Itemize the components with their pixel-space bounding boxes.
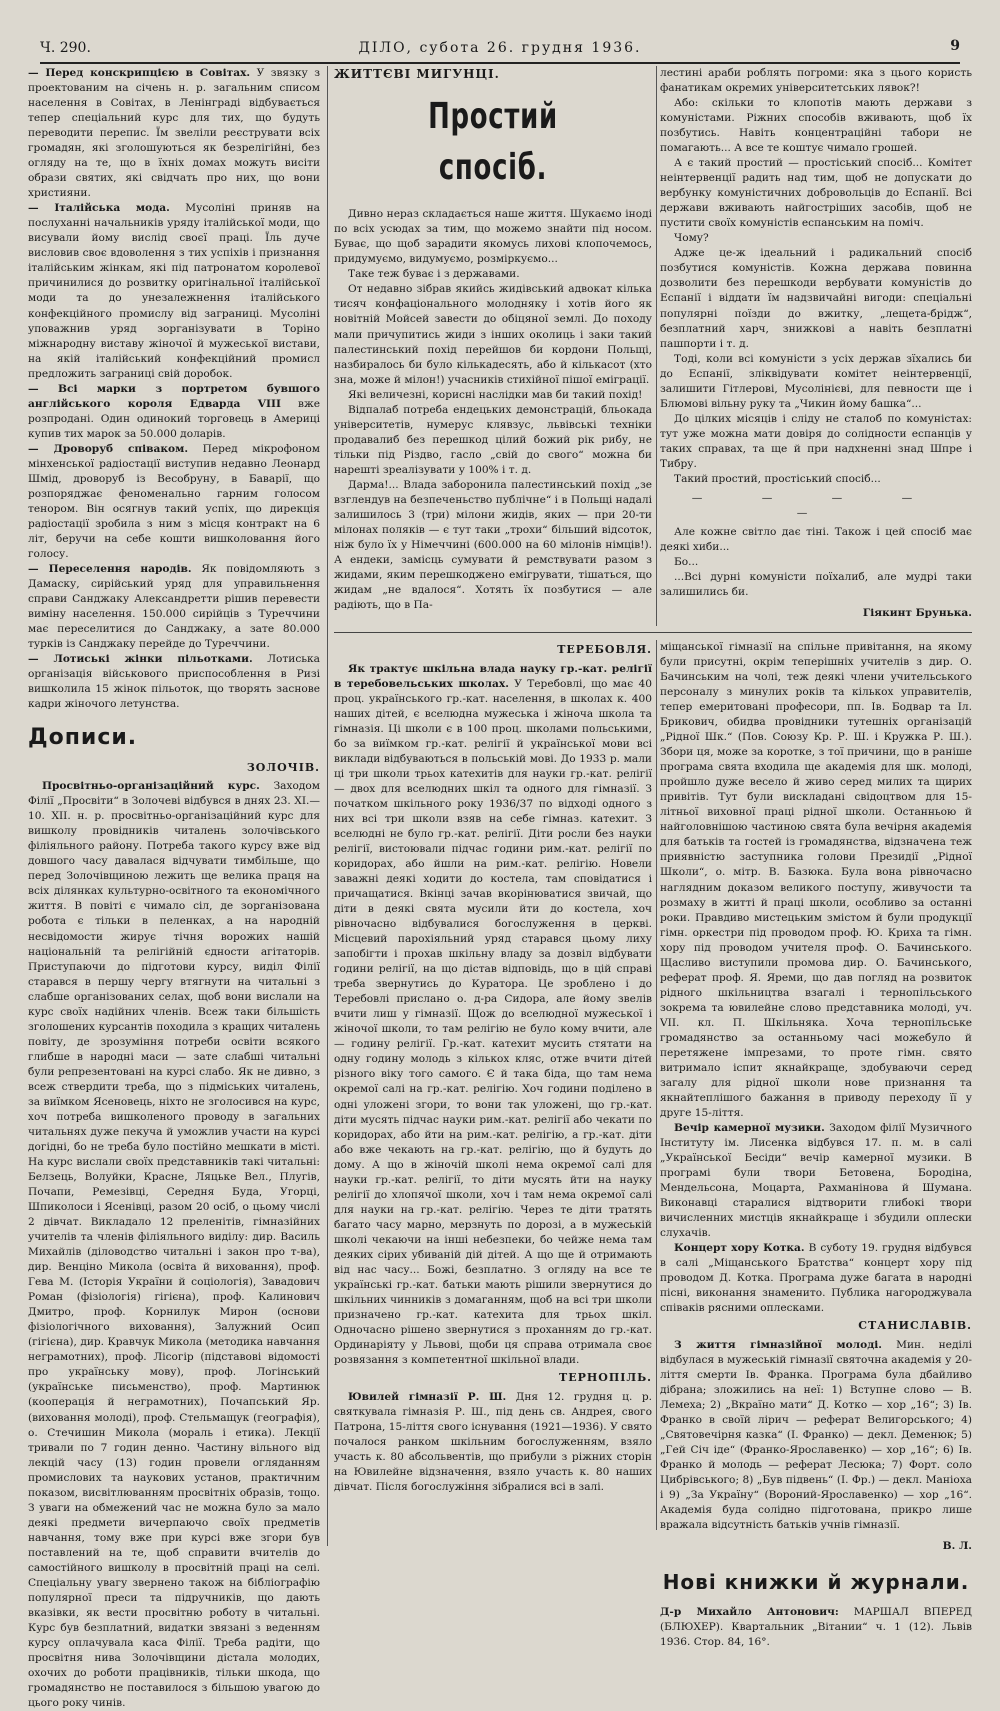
paragraph: міщанської гімназії на спільне привітання, на якому були присутні, окрім теперішніх учителів з дир. О. Бачинським на чолі, теж деякі члени учительського персоналу з минулих років та кількох управителів, тепер емеритовані професори, пп. Ів. Бодвар та Іл. Брикович, обидва провідники тутешніх організацій „Рідної Шк.“ (Пов. Союзу Кр. Р. Ш. і Кружка Р. Ш.). Збори ця, може за коротке, з тої причини, що в раніше програма свята входила ще академія для шк. молоді, пройшло дуже весело й живо серед милих та щирих привітів. Тут були вискладані свідоцтвом для 15-літньої виховної праці рідної школи. Останньою й найголовнішою частиною свята була вечірня академія для батьків та гостей із громадянства, відзначена теж приявністю заступника голови Президії „Рідної Школи“, о. мітр. В. Базюка. Була вона рівночасно наглядним доказом великого поступу, живучости та розмаху в житті й праці школи, особливо за останні роки. Правдиво мистецьким змістом й були продукції гімн. оркестри під проводом проф. Ю. Криха та гімн. хору під проводом учителя проф. О. Бачинського. Щасливо виступили промова дир. О. Бачинського, реферат проф. Я. Яреми, що дав погляд на розвиток рідного шкільництва взагалі і тернопільського зокрема та ювилейне слово представника молоді, уч. VII. кл. П. Шкільняка. Хоча тернопільське громадянство за останньому часі можебуло й перетяжене імпрезами, то проте гімн. свято витримало іспит якнайкраще, здобуваючи серед загалу для рідної школи нове признання та якнайтеплішого бажання в приводу переходу її у друге 15-ліття. [660,641,972,1119]
report-item: З життя гімназійної молоді. Мин. неділі відбулася в мужеській гімназії святочна академія у 20-ліття смерти Ів. Франка. Програма була дбайливо дібрана; зложились на неї: 1) Вступне слово — В. Лемеха; 2) „Вкраїно мати“ Д. Котко — хор „16“; 3) Ів. Франко в своїй лірич — реферат Велигорського; 4) „Святовечірня казка“ (І. Франко) — декл. Деменюк; 5) „Гей Січ іде“ (Франко-Ярославенко) — хор „16“; 6) Ів. Франко й молодь — реферат Лесюка; 7) Форт. соло Цибрівського; 8) „Був підвень“ (І. Фр.) — декл. Маніоха і 9) „За Україну“ (Вороний-Ярославенко) — хор „16“. Академія буда солідно підготована, прикро лише вражала відсутність батьків учнів гімназії. [660,1339,972,1532]
paragraph: Або: скільки то клопотів мають держави з комуністами. Ріжних способів вживають, щоб їх позбутись. Навіть концентраційні табори не помагають... А все те коштує чимало грошей. [660,97,972,155]
report-item: Просвітньо-організаційний курс. Заходом Філії „Просвіти“ в Золочеві відбувся в днях 23. XI.—10. XII. н. р. просвітньо-організаційний курс для вишколу провідників читалень золочівського філіяльного району. Потреба такого курсу вже від довшого часу давалася відчувати тимбільше, що перед Золочівщиною лежить ще велика праця на всіх ділянках культурно-освітного та економічного життя. В повіті є чимало сіл, де зорганізована робота є тільки в пеленках, а на народній несвідомости жирує тічня ворожих нашій національній та релігійній єдности агітаторів. Приступаючи до підготови курсу, виділ Філії старався в першу чергу втягнути на читальні з слабше організованих селах, щоб вони вислали на курс своїх надійних членів. Всеж таки більшість зголошених курсантів походила з кращих читалень повіту, де зрозуміння потреби освіти всякого глибше в народні маси — зате слабші читальні були репрезентовані на курсі слабо. Як не дивно, з всеж ствердити треба, що з підміських читалень, за виїмком Ясеновець, ніхто не зголосився на курс, хоч потреба вишколеного проводу в загальних читальнях дуже пекуча й уможлив участи на курсі догідні, бо не треба було постійно мешкати в місті. На курс вислали своїх представників такі читальні: Белзець, Волуйки, Красне, Ляцьке Вел., Плугів, Почапи, Ремезівці, Середня Буда, Угорці, Шпиколоси і Ясенівці, разом 20 осіб, о цьому числі 2 дівчат. Викладало 12 преленітів, гімназійних учителів та членів філіяльного виділу: дир. Василь Михайлів (діловодство читальні і закон про т-ва), дир. Венціно Микола (освіта й виховання), проф. Гева М. (Історія України й соціологія), Завадович Роман (фізіологія) гігієна), проф. Калинович Дмитро, проф. Корнилук Мирон (основи фізіологічного виховання), Залужний Осип (гігієна), дир. Кравчук Микола (методика навчання неграмотних), проф. Лісогір (підставові відомості про українську мову), проф. Логінський (українське письменство), проф. Мартинюк (кооперація й неграмотних), Почапський Яр. (виховання молоді), проф. Стельмащук (географія), о. Стечишин Микола (мораль і етика). Лекції тривали по 7 годин денно. Частину вільного від лекцій часу (13) годин провели огляданням промислових та наукових установ, практичним показом, висвітлюванням просвітніх образів, тощо. З уваги на обмежений час не можна було за мало деякі предмети вичерпаючо своїх предметів навчання, тому вже при курсі вже згори був поставлений на те, щоб справити вчителів до самостійного вишколу в просвітній праці на селі. Спеціальну увагу звернено також на бібліографію популярної преси та підручників, що дають вказівки, як вести просвітню роботу в читальні. Курс був безплатний, видатки звязані з веденням курсу оплачувала каса Філії. Треба радіти, що просвітня нива Золочівщини дістала молодих, охочих до роботи працівників, тільки шкода, що громадянство не поставилося з більшою увагою до цього року чинів. [28,780,320,1710]
city-heading: ЗОЛОЧІВ. [246,760,320,774]
page-label: Ч. 290. [40,40,91,56]
paragraph: Адже це-ж ідеальний і радикальний спосіб позбутися комуністів. Кожна держава повинна дозволити без перешкоди вербувати комуністів до Еспанії і віддати їм надзвичайні вигоди: спеціальні популярні поїзди до вжитку, „лещета-брідж“, безплатний харч, знижкові а навіть безплатні пашпорти і т. д. [660,247,972,350]
section-title-dopysy: Дописи. [28,725,138,751]
column-rule [327,66,328,1546]
news-item: — Дроворуб співаком. Перед мікрофоном мінхенської радіостації виступив недавно Леонард Шмід, дроворуб із Весобруну, в Баварії, що розпоряджає феноменально гарним голосом тенором. Він осягнув такий успіх, що дирекція радіостації зробила з ним з місця контракт на 6 літ, беручи на себе кошти вишколовання його голосу. [28,442,320,560]
column-feuilleton [334,66,652,626]
paragraph: ...Всі дурні комуністи поїхалиб, але мудрі таки залишились би. [660,571,972,599]
report-item: Концерт хору Котка. В суботу 19. грудня відбувся в салі „Міщанського Братства“ концерт хору під проводом Д. Котка. Програма дуже багата в народні пісні, виконання знаменито. Публика нагороджувала співаків рясними оплесками. [660,1242,972,1315]
author-signature: Гіякинт Брунька. [862,607,972,620]
news-item: — Переселення народів. Як повідомляють з Дамаску, сирійський уряд для управильнення справи Санджаку Александретти рішив перевести виміну населення. 150.000 сирійців з Туреччини має переселитися до Санджаку, а зате 80.000 турків із Санджаку перейде до Туреччини. [28,563,320,651]
column-reports-2 [334,640,652,1530]
report-item: Як трактує шкільна влада науку гр.-кат. релігії в теребовельських школах. У Теребовлі, що має 40 проц. українського гр.-кат. населення, в школах к. 400 наших дітей, є вселюдна мужеська і жіноча школа та гімназія. Ці школи є в 100 проц. школами польськими, бо за виїмком гр.-кат. релігії й української мови всі виклади відбуваються в польській мові. До 1933 р. мали ці три школи трьох катехитів для науки гр.-кат. релігії — двох для вселюдних шкіл та одного для гімназії. З початком шкільного року 1936/37 по відході одного з них всі три школи взяв на себе гімназ. катехит. З вселюдні не було гр.-кат. релігії. Діти росли без науки релігії, вистоювали підчас години рим.-кат. релігії по коридорах, або йшли на рим.-кат. релігію. Новели заважні деякі ходити до костела, там сповідатися і причащатися. Вкінці зачав вкорінюватися звичай, що діти в деякі свята мусили йти до костела, хоч рівночасно відбувалися богослуження в церкві. Місцевий парохіяльний уряд старався цьому лиху запобігти і прохав шкільну владу за дозвіл відбувати години релігії, на що дістав відповідь, що в цій справі треба звернутись до Куратора. Це зроблено і до Теребовлі прислано о. д-ра Сидора, але йому звелів вчити лиш у гімназії. Щож до вселюдної мужеської і жіночої школи, то там релігію не було кому вчити, але — годину релігії. Гр.-кат. катехит мусить стятати на одну годину молодь з кількох кляс, отже вчити дітей різного віку того самого. Є й така біда, що там нема окремої салі на гр.-кат. релігію. Хоч години поділено в одні уложені згори, то вони так уложені, що гр.-кат. діти мусять підчас науки рим.-кат. релігії або чекати по коридорах, або йти на рим.-кат. релігію, а гр.-кат. діти або вже чекають на гр.-кат. релігію, що й будуть до дому. А що в жіночій школі нема окремої салі для науки гр.-кат. релігії, то діти мусять йти на науку релігії до хлопячої школи, хоч і там нема окремої салі для науки на гр.-кат. релігію. Через те діти тратять багато часу марно, мерзнуть по дорозі, а в мужеській школі чекаючи на інші небезпеки, бо чейже нема там деяких сірих убиваній дій дітей. А що ще й отримають від нас часу... Божі, безплатно. З огляду на все те українські гр.-кат. батьки мають рішили звернутися до шкільних чинників з домаганням, щоб на всі три школи призначено гр.-кат. катехита для трьох шкіл. Одночасно рішено звернутися з проханням до гр.-кат. Ординаріяту у Львові, щоби ця справа отримала своє розвязання з компетентної шкільної влади. [334,662,652,1367]
column-rule [656,66,657,626]
news-item: — Перед конскрипцією в Совітах. У звязку з проектованим на січень н. р. загальним списом населення в Совітах, в Ленінграді відбувається тепер спеціальний курс для тих, що будуть переводити перепис. Їм звеліли реєструвати всіх громадян, які зголошуються як безрелігійні, без огляду на те, що в їхніх домах можуть висіти образи святих, які свідчать про них, що вони християни. [28,67,320,200]
column-news [28,66,320,1710]
paragraph: Дивно нераз складається наше життя. Шукаємо іноді по всіх усюдах за тим, що можемо знайти під носом. Буває, що щоб зарадити якомусь лихові клопочемось, придумуємо, видумуємо, розміркуємо... [334,208,652,266]
paragraph: А є такий простий — простіський спосіб... Комітет неінтервенції радить над тим, щоб не допускати до вербунку комуністичних добровольців до Еспанії. Всі держави вживають найгостріших засобів, щоб не пустити своїх комуністів еспанським на поміч. [660,157,972,230]
paragraph: Чому? [674,232,709,245]
paragraph: Бо... [674,556,699,568]
city-heading: СТАНИСЛАВІВ. [858,1319,972,1333]
news-item: — Всі марки з портретом бувшого англійського короля Едварда VIII вже розпродані. Один одинокий торговець в Америці купив тих марок за 50.000 доларів. [28,382,320,440]
masthead-date: ДІЛО, субота 26. грудня 1936. [358,40,642,56]
report-item: Ювилей гімназії Р. Ш. Дня 12. грудня ц. р. святкувала гімназія Р. Ш., під день св. Андрея, свого Патрона, 15-ліття свого існування (1921—1936). У свято почалося ранком шкільним богослуженням, взяло участь к. 80 абсольвентів, що прибули з ріжних сторін на Ювилейне відзначення, взяло участь к. 80 наших дівчат. Після богослужіння зібралися всі в залі. [334,1390,652,1493]
paragraph: Дарма!... Влада заборонила палестинський похід „зе взглендув на безпеченьство публічне“ і в Польщі надалі залишилось 3 (три) мілони жидів, яких — при 20-ти мілонах поляків — є тут таки „трохи“ більший відсоток, ніж було їх у Німеччині (600.000 на 60 мілонів німців!). А ендеки, замісць сумувати й ремствувати разом з жидами, яким перешкоджено емігрувати, тішаться, що жидам „не вдалося“. Хотять їх позбутися — але радіють, що в Па- [334,478,652,612]
paragraph: Але кожне світло дає тіні. Також і цей спосіб має деякі хиби... [660,525,972,553]
column-reports-3 [660,640,972,1648]
section-rule [334,632,972,633]
paragraph: Які величезні, корисні наслідки мав би такий похід! [348,388,643,401]
city-heading: ТЕРНОПІЛЬ. [559,1371,652,1385]
section-title-books: Нові книжки й журнали. [662,1570,970,1595]
paragraph: От недавно зібрав якийсь жидівський адвокат кілька тисяч конфаціонального молодняку і хотів його як новітній Мойсей завести до обіцяної землі. До походу мали причупитись жиди з інших околиць і заки такий палестинський похід перейшов би кордони Польщі, назбиралось би було кількадесять, або й кількасот (хто зна, може й мілон!) учасників стихійної пішої еміграції. [334,283,652,386]
page-number: 9 [950,38,960,54]
report-item: Вечір камерної музики. Заходом філії Музичного Інституту ім. Лисенка відбувся 17. п. м. в салі „Української Бесіди“ вечір камерної музики. В програмі були твори Бетовена, Бородіна, Мендельсона, Моцарта, Рахманінова й Шумана. Виконавці старалися відтворити глибокі твори вичисленних мистців якнайкраще і збудили оплески слухачів. [660,1122,972,1240]
rubric-label: ЖИТТЄВІ МИГУНЦІ. [334,67,500,81]
separator-dashes: — — — — — [691,491,941,519]
paragraph: Таке теж буває і з державами. [348,268,520,281]
city-heading: ТЕРЕБОВЛЯ. [557,643,652,656]
paragraph: лестині араби роблять погроми: яка з цього користь фанатикам окремих університетських лявок?! [660,67,972,95]
news-item: — Лотиські жінки пільотками. Лотиська організація військового приспособлення в Ризі вишколила 15 жінок пільоток, що творять заснове кадри жіночого летунства. [28,653,320,711]
article-title: Простий спосіб. [428,96,558,189]
column-feuilleton-cont [660,66,972,626]
column-rule [656,640,657,1530]
paragraph: До цілких місяців і сліду не сталоб по комуністах: тут уже можна мати довіря до солідности еспанців у таких справах, та ще й при надхненні знад Шпре і Тибру. [660,412,972,470]
paragraph: Тоді, коли всі комуністи з усіх держав зїхались би до Еспанії, зліквідувати комітет неінтервенції, залишити Гітлерові, Мусолінієві, для певности ще і Блюмові вільну руку та „Чикин йому башка“... [660,352,972,410]
page-header [40,38,960,64]
author-signature: В. Л. [942,1540,972,1553]
paragraph: Відпалаб потреба ендецьких демонстрацій, бльокада університетів, нумерус клявзус, львівські техніки продавалиб без перешкод цілий божий рік рибу, не тільки під Різдво, гасло „свій до свого“ можна би нарешті зреалізувати у 100% і т. д. [334,403,652,476]
news-item: — Італійська мода. Мусоліні приняв на послуханні начальників уряду італійської моди, що висували йому вислід своєї праці. Їль дуче висловив своє вдоволення з тих успіхів і признання італійським жінкам, які під патронатом королевої причинилися до розвитку оригінальної італійської моди та до унезалежнення італійського конфекційного промислу від заграниці. Мусоліні уповажнив уряд зорганізувати в Торіно міжнародну виставу жіночої й мужеської вистави, на якій італійський конфекційний промисл предложить заграниці свій доробок. [28,202,320,380]
paragraph: Такий простий, простіський спосіб... [674,472,881,485]
book-entry: Д-р Михайло Антонович: МАРШАЛ ВПЕРЕД (БЛЮХЕР). Квартальник „Вітании“ ч. 1 (12). Львів 1936. Стор. 84, 16°. [660,1605,972,1648]
